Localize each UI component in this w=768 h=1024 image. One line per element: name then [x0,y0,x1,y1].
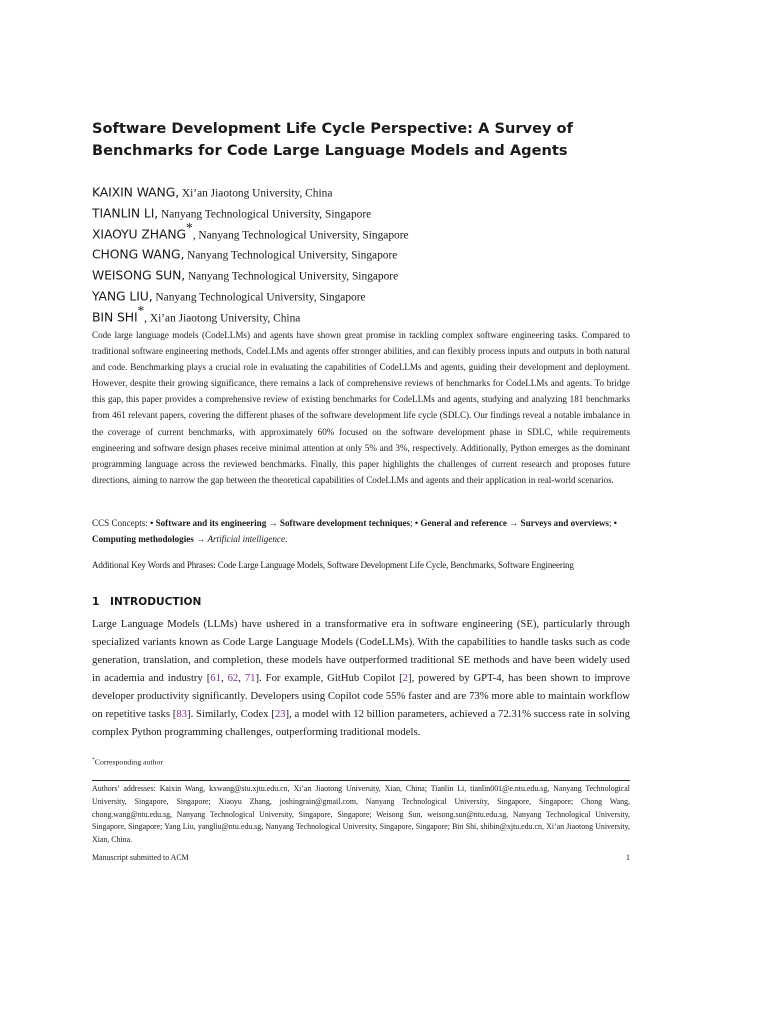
section-number: 1 [92,596,100,608]
ccs-label: CCS Concepts: [92,518,151,528]
author-name: CHONG WANG, [92,246,185,262]
author-line [92,218,630,239]
ccs-leaf-artificial-intelligence: Artificial intelligence [207,534,285,544]
keywords: Additional Key Words and Phrases: Code Large Language Models, Software Development Life Cycle, Benchmarks, Software Engineering [92,560,574,570]
ccs-concept-general-reference: • General and reference → Surveys and overviews [414,518,609,528]
author-affiliation: , Nanyang Technological University, Singapore [192,228,409,241]
corresponding-mark: * [137,302,145,318]
author-line [92,280,630,304]
ccs-separator: ; [410,518,415,528]
ccs-concepts [92,515,630,547]
author-addresses: Authors’ addresses: Kaixin Wang, kxwang@stu.xjtu.edu.cn, Xi’an Jiaotong University, Xian, China; Tianlin Li, tianlin001@e.ntu.edu.sg, Nanyang Technological University, Singapore, Singapore; Xiaoyu Zhang, joshingrain@gmail.com, Nanyang Technological University, Singapore, Singapore; Chong Wang, chong.wang@ntu.edu.sg, Nanyang Technological University, Singapore, Singapore; Weisong Sun, weisong.sun@ntu.edu.sg, Nanyang Technological University, Singapore, Singapore; Yang Liu, yangliu@ntu.edu.sg, Nanyang Technological University, Singapore, Singapore; Bin Shi, shibin@xjtu.edu.cn, Xi’an Jiaotong University, Xian, China. [92,784,630,845]
citation-link[interactable]: 83 [176,708,188,720]
intro-text: , [220,672,228,684]
paper-title: Software Development Life Cycle Perspective: A Survey of Benchmarks for Code Large Language Models and Agents [92,120,573,159]
intro-text: ]. For example, GitHub Copilot [ [255,672,403,684]
corresponding-mark: * [186,219,193,235]
ccs-end: . [284,534,288,544]
author-name: WEISONG SUN, [92,267,186,283]
author-affiliation: Nanyang Technological University, Singapore [185,270,399,283]
author-name: YANG LIU, [92,288,153,304]
page-footer [92,852,630,864]
footnote-text: Corresponding author [94,757,163,767]
author-affiliation: Nanyang Technological University, Singapore [152,291,366,304]
ccs-concept-software-engineering: • Software and its engineering → Software development techniques [150,518,411,528]
footnote-divider [92,780,630,781]
ccs-concept-computing-methodologies: • Computing methodologies [92,518,617,544]
author-line [92,259,630,283]
citation-link[interactable]: 23 [274,708,286,720]
author-affiliation: Nanyang Technological University, Singapore [158,208,372,221]
intro-text: , [238,672,245,684]
ccs-separator: ; [608,518,614,528]
intro-text: ], powered by GPT-4, has been shown to improve developer productivity significantly. Developers using Copilot code 55% faster and are 73% more able to maintain workflow on repetitive tasks [ [92,672,630,720]
citation-link[interactable]: 2 [402,672,409,684]
author-line [92,197,630,221]
abstract: Code large language models (CodeLLMs) and agents have shown great promise in tackling complex software engineering tasks. Compared to traditional software engineering methods, CodeLLMs and agents offer stronger abilities, and can flexibly process inputs and outputs in both natural and code. Benchmarking plays a crucial role in evaluating the capabilities of CodeLLMs and agents, guiding their development and deployment. However, despite their growing significance, there remains a lack of comprehensive reviews of benchmarks for CodeLLMs and agents. To bridge this gap, this paper provides a comprehensive review of existing benchmarks for CodeLLMs and agents, studying and analyzing 181 benchmarks from 461 relevant papers, covering the different phases of the software development life cycle (SDLC). Our findings reveal a notable imbalance in the coverage of current benchmarks, with approximately 60% focused on the software development phase in SDLC, while requirements engineering and software design phases receive minimal attention at only 5% and 3%, respectively. Additionally, Python emerges as the dominant programming language across the reviewed benchmarks. Finally, this paper highlights the challenges of current research and proposes future directions, aiming to narrow the gap between the theoretical capabilities of CodeLLMs and agents and their application in real-world scenarios. [92,330,630,485]
section-heading-introduction [92,594,201,610]
author-affiliation: Xi’an Jiaotong University, China [179,187,333,200]
intro-text: ]. Similarly, Codex [ [187,708,275,720]
author-affiliation: , Xi’an Jiaotong University, China [144,312,301,325]
author-name: BIN SHI [92,309,138,325]
section-title: INTRODUCTION [110,596,202,608]
author-name: TIANLIN LI, [92,205,159,221]
footnote-mark: * [92,757,95,763]
manuscript-note: Manuscript submitted to ACM [92,853,189,862]
introduction-paragraph [92,615,630,741]
page-number: 1 [626,853,630,862]
author-name: XIAOYU ZHANG [92,225,187,241]
author-line [92,176,630,200]
author-affiliation: Nanyang Technological University, Singapore [184,249,398,262]
footnote-corresponding-author [92,754,163,769]
author-name: KAIXIN WANG, [92,184,180,200]
ccs-arrow: → [193,534,208,544]
author-line [92,301,630,325]
citation-link[interactable]: 71 [244,672,256,684]
intro-text: ], a model with 12 billion parameters, achieved a 72.31% success rate in solving complex Python programming challenges, outperforming traditional models. [92,708,631,738]
author-line [92,238,630,262]
citation-link[interactable]: 62 [227,672,239,684]
citation-link[interactable]: 61 [210,672,221,684]
author-list [92,176,630,325]
intro-text: Large Language Models (LLMs) have ushered in a transformative era in software engineering (SE), particularly through specialized variants known as Code Large Language Models (CodeLLMs). With the capabilities to handle tasks such as code generation, translation, and completion, these models have outperformed traditional SE methods and have been widely used in academia and industry [ [92,618,630,684]
